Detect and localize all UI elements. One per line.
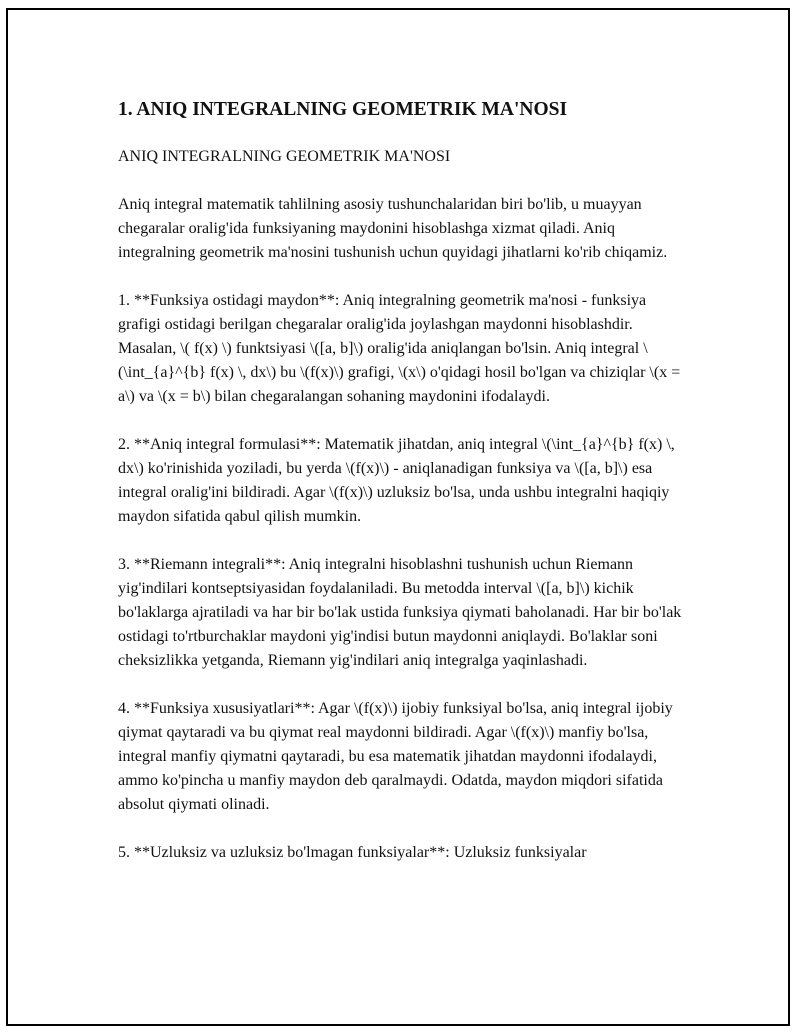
document-heading: 1. ANIQ INTEGRALNING GEOMETRIK MA'NOSI (118, 99, 568, 120)
page-frame (6, 8, 790, 1026)
document-body (118, 98, 684, 865)
paragraph-intro: Aniq integral matematik tahlilning asosiy tushunchalaridan biri bo'lib, u muayyan chegaralar oralig'ida funksiyaning maydonini hisoblashga xizmat qiladi. Aniq integralning geometrik ma'nosini tushunish uchun quyidagi jihatlarni ko'rib chiqamiz. (118, 196, 668, 261)
paragraph-3: 3. **Riemann integrali**: Aniq integralni hisoblashni tushunish uchun Riemann yig'indilari kontseptsiyasidan foydalaniladi. Bu metodda interval \([a, b]\) kichik bo'laklarga ajratiladi va har bir bo'lak ustida funksiya qiymati baholanadi. Har bir bo'lak ostidagi to'rtburchaklar maydoni yig'indisi butun maydonni aniqlaydi. Bo'laklar soni cheksizlikka yetganda, Riemann yig'indilari aniq integralga yaqinlashadi. (118, 556, 682, 669)
paragraph-5: 5. **Uzluksiz va uzluksiz bo'lmagan funksiyalar**: Uzluksiz funksiyalar (118, 844, 587, 861)
paragraph-4: 4. **Funksiya xususiyatlari**: Agar \(f(x)\) ijobiy funksiyal bo'lsa, aniq integral ijobiy qiymat qaytaradi va bu qiymat real maydonni bildiradi. Agar \(f(x)\) manfiy bo'lsa, integral manfiy qiymatni qaytaradi, bu esa matematik jihatdan maydonni ifodalaydi, ammo ko'pincha u manfiy maydon deb qaralmaydi. Odatda, maydon miqdori sifatida absolut qiymati olinadi. (118, 700, 673, 813)
paragraph-2: 2. **Aniq integral formulasi**: Matematik jihatdan, aniq integral \(\int_{a}^{b} f(x) \, dx\) ko'rinishida yoziladi, bu yerda \(f(x)\) - aniqlanadigan funksiya va \([a, b]\) esa integral oralig'ini bildiradi. Agar \(f(x)\) uzluksiz bo'lsa, unda ushbu integralni haqiqiy maydon sifatida qabul qilish mumkin. (118, 436, 675, 525)
document-subtitle: ANIQ INTEGRALNING GEOMETRIK MA'NOSI (118, 148, 451, 165)
paragraph-1: 1. **Funksiya ostidagi maydon**: Aniq integralning geometrik ma'nosi - funksiya grafigi ostidagi berilgan chegaralar oralig'ida joylashgan maydonni hisoblashdir. Masalan, \( f(x) \) funktsiyasi \([a, b]\) oralig'ida aniqlangan bo'lsin. Aniq integral \(\int_{a}^{b} f(x) \, dx\) bu \(f(x)\) grafigi, \(x\) o'qidagi hosil bo'lgan va chiziqlar \(x = a\) va \(x = b\) bilan chegaralangan sohaning maydonini ifodalaydi. (118, 292, 681, 405)
